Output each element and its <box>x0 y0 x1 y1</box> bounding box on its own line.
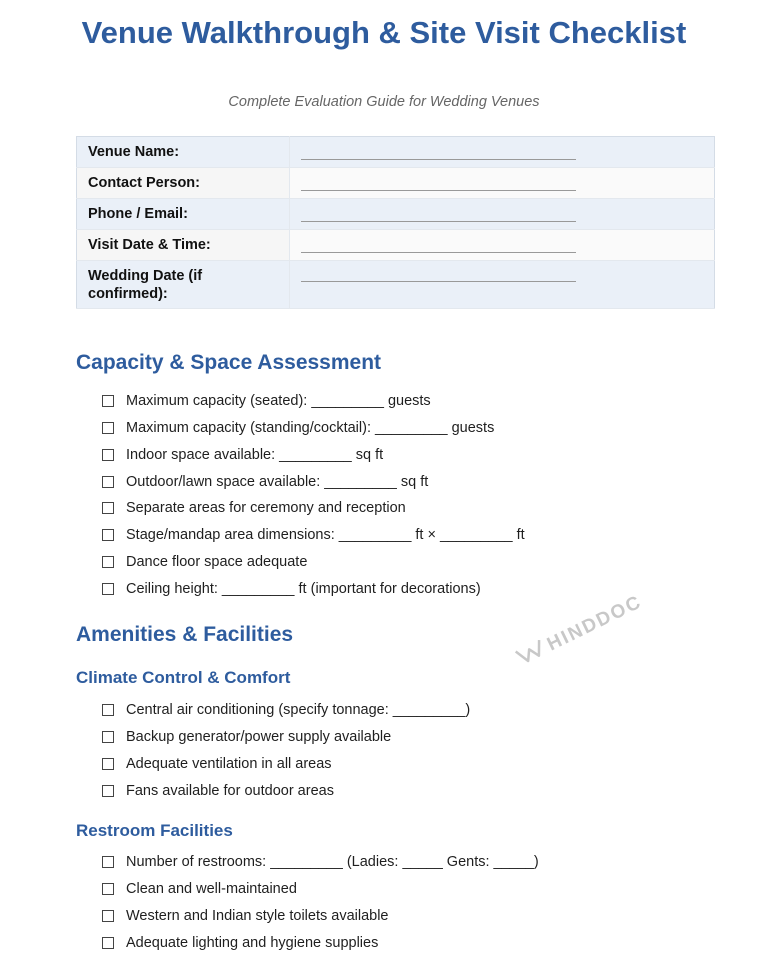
contact-person-field[interactable] <box>290 168 715 199</box>
checklist-item[interactable]: Adequate lighting and hygiene supplies <box>102 935 378 951</box>
checklist-item[interactable]: Maximum capacity (seated): _________ guests <box>102 393 431 409</box>
venue-name-label: Venue Name: <box>77 137 290 168</box>
checkbox[interactable] <box>102 704 114 716</box>
visit-date-label: Visit Date & Time: <box>77 230 290 261</box>
checkbox[interactable] <box>102 785 114 797</box>
checkbox[interactable] <box>102 556 114 568</box>
table-row <box>77 168 715 199</box>
checklist-item[interactable]: Backup generator/power supply available <box>102 729 391 745</box>
venue-info-table <box>76 136 715 309</box>
checkbox[interactable] <box>102 395 114 407</box>
checkbox[interactable] <box>102 422 114 434</box>
checklist-item[interactable]: Adequate ventilation in all areas <box>102 756 332 772</box>
amenities-section-heading: Amenities & Facilities <box>76 623 294 646</box>
checklist-item[interactable]: Outdoor/lawn space available: _________ sq ft <box>102 474 428 490</box>
table-row <box>77 137 715 168</box>
venue-name-field[interactable] <box>290 137 715 168</box>
wedding-date-label: Wedding Date (if confirmed): <box>77 261 290 309</box>
checkbox[interactable] <box>102 529 114 541</box>
watermark-text: HINDDOC <box>543 591 646 655</box>
checkbox[interactable] <box>102 937 114 949</box>
checkbox[interactable] <box>102 910 114 922</box>
phone-email-label: Phone / Email: <box>77 199 290 230</box>
page-title: Venue Walkthrough & Site Visit Checklist <box>81 15 687 50</box>
checkbox[interactable] <box>102 883 114 895</box>
phone-email-field[interactable] <box>290 199 715 230</box>
checklist-item[interactable]: Ceiling height: _________ ft (important for decorations) <box>102 581 481 597</box>
checklist-item[interactable]: Fans available for outdoor areas <box>102 783 334 799</box>
checkbox[interactable] <box>102 731 114 743</box>
watermark <box>512 589 647 673</box>
contact-person-label: Contact Person: <box>77 168 290 199</box>
restroom-subheading: Restroom Facilities <box>76 821 233 840</box>
checklist-item[interactable]: Separate areas for ceremony and reception <box>102 500 406 516</box>
checklist-item[interactable]: Western and Indian style toilets available <box>102 908 389 924</box>
checklist-item[interactable]: Central air conditioning (specify tonnage: _________) <box>102 702 470 718</box>
hinddoc-logo-icon <box>512 636 551 673</box>
checkbox[interactable] <box>102 856 114 868</box>
table-row <box>77 230 715 261</box>
climate-subheading: Climate Control & Comfort <box>76 668 291 687</box>
page-subtitle: Complete Evaluation Guide for Wedding Venues <box>228 94 540 110</box>
checkbox[interactable] <box>102 758 114 770</box>
checklist-item[interactable]: Maximum capacity (standing/cocktail): _________ guests <box>102 420 494 436</box>
visit-date-field[interactable] <box>290 230 715 261</box>
capacity-section-heading: Capacity & Space Assessment <box>76 351 382 374</box>
table-row <box>77 261 715 309</box>
checkbox[interactable] <box>102 502 114 514</box>
checkbox[interactable] <box>102 476 114 488</box>
wedding-date-field[interactable] <box>290 261 715 309</box>
checklist-item[interactable]: Stage/mandap area dimensions: _________ ft × _________ ft <box>102 527 525 543</box>
table-row <box>77 199 715 230</box>
checklist-item[interactable]: Clean and well-maintained <box>102 881 297 897</box>
checklist-item[interactable]: Dance floor space adequate <box>102 554 307 570</box>
checkbox[interactable] <box>102 449 114 461</box>
checklist-item[interactable]: Indoor space available: _________ sq ft <box>102 447 383 463</box>
checkbox[interactable] <box>102 583 114 595</box>
checklist-item[interactable]: Number of restrooms: _________ (Ladies: _____ Gents: _____) <box>102 854 539 870</box>
